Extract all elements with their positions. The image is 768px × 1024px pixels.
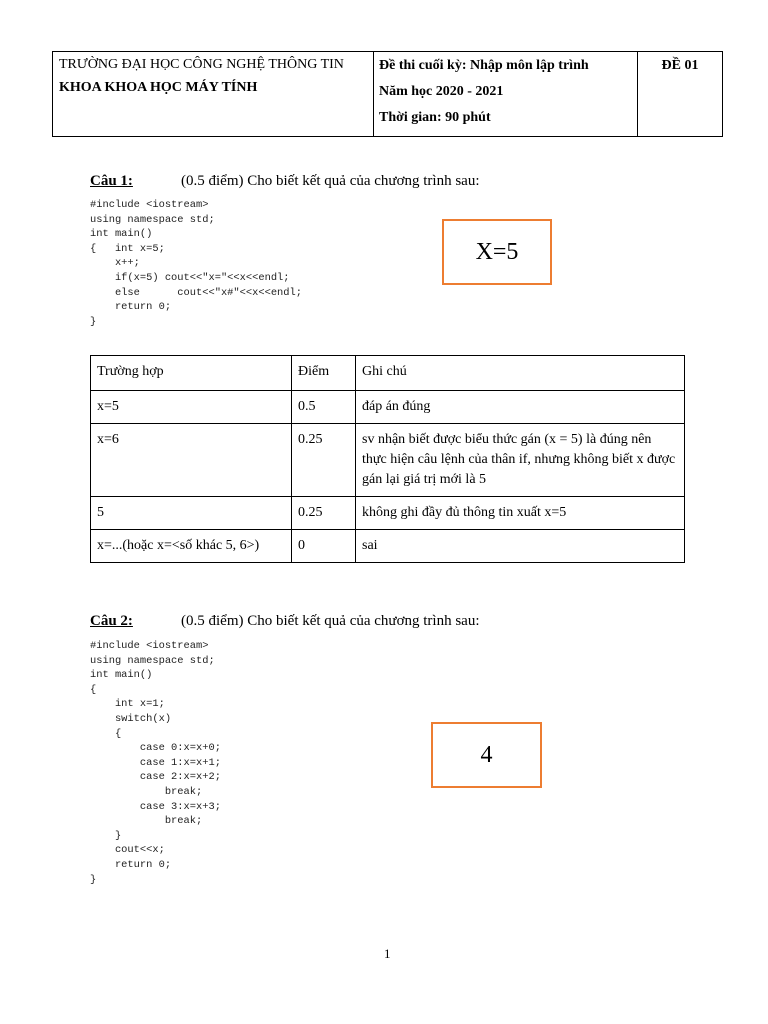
question-1-label: Câu 1: — [90, 173, 133, 189]
question-2-answer-box — [431, 722, 542, 788]
grading-case: x=6 — [91, 424, 292, 497]
question-1-prompt: (0.5 điểm) Cho biết kết quả của chương trình sau: — [181, 173, 480, 189]
grading-case: x=5 — [91, 391, 292, 424]
question-1-answer: X=5 — [475, 238, 519, 265]
grading-case: x=...(hoặc x=<số khác 5, 6>) — [91, 530, 292, 563]
question-1-heading — [90, 173, 480, 190]
grading-table — [90, 355, 685, 563]
grading-header-score: Điểm — [292, 356, 356, 391]
table-row — [91, 424, 685, 497]
grading-score: 0 — [292, 530, 356, 563]
table-row — [91, 497, 685, 530]
exam-header-table — [52, 51, 723, 137]
grading-header-row — [91, 356, 685, 391]
grading-score: 0.25 — [292, 424, 356, 497]
question-1-code: #include <iostream> using namespace std; int main() { int x=5; x++; if(x=5) cout<<"x="<<x<<endl; else cout<<"x#"<<x<<endl; return 0; } — [90, 199, 303, 328]
exam-title: Đề thi cuối kỳ: Nhập môn lập trình — [379, 58, 589, 73]
school-year: Năm học 2020 - 2021 — [379, 84, 504, 99]
exam-code: ĐỀ 01 — [661, 58, 699, 73]
question-2-heading — [90, 613, 480, 630]
question-2-code: #include <iostream> using namespace std; int main() { int x=1; switch(x) { case 0:x=x+0; case 1:x=x+1; case 2:x=x+2; break; case 3:x=x+3; break; } cout<<x; return 0; } — [90, 640, 221, 886]
school-name: TRƯỜNG ĐẠI HỌC CÔNG NGHỆ THÔNG TIN — [59, 57, 344, 72]
header-school-cell — [53, 52, 374, 137]
grading-note: sai — [356, 530, 685, 563]
question-2-prompt: (0.5 điểm) Cho biết kết quả của chương trình sau: — [181, 613, 480, 629]
question-2-answer: 4 — [480, 741, 493, 768]
exam-duration: Thời gian: 90 phút — [379, 110, 491, 125]
grading-score: 0.5 — [292, 391, 356, 424]
table-row — [91, 530, 685, 563]
question-1-answer-box — [442, 219, 552, 285]
grading-header-note: Ghi chú — [356, 356, 685, 391]
grading-header-case: Trường hợp — [91, 356, 292, 391]
grading-note: đáp án đúng — [356, 391, 685, 424]
page-number: 1 — [384, 946, 391, 961]
header-exam-cell — [374, 52, 638, 137]
grading-note: không ghi đầy đủ thông tin xuất x=5 — [356, 497, 685, 530]
grading-note: sv nhận biết được biểu thức gán (x = 5) là đúng nên thực hiện câu lệnh của thân if, nhưng không biết x được gán lại giá trị mới là 5 — [356, 424, 685, 497]
faculty-name: KHOA KHOA HỌC MÁY TÍNH — [59, 80, 258, 95]
table-row — [91, 391, 685, 424]
grading-score: 0.25 — [292, 497, 356, 530]
question-2-label: Câu 2: — [90, 613, 133, 629]
header-code-cell — [638, 52, 723, 137]
grading-case: 5 — [91, 497, 292, 530]
